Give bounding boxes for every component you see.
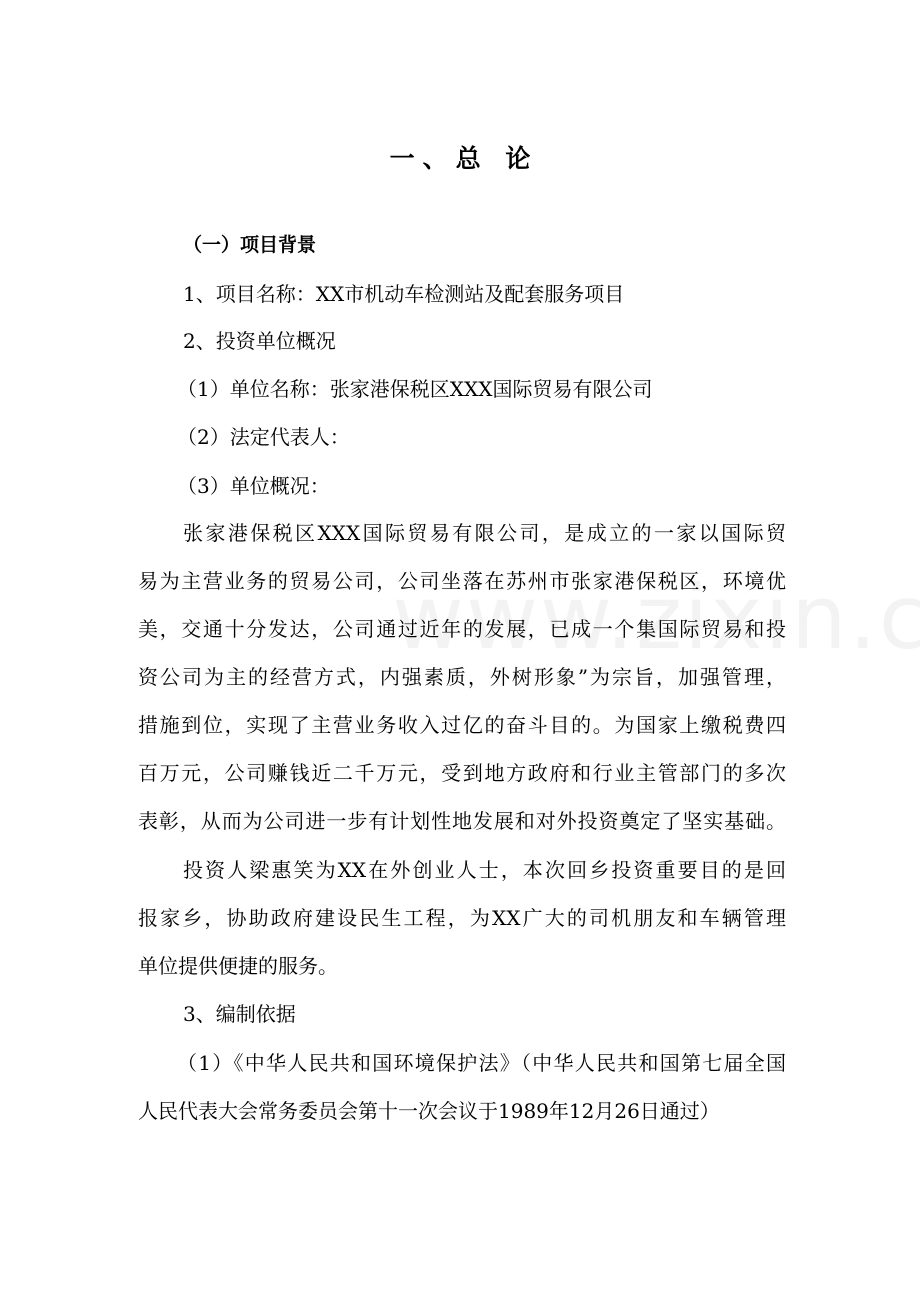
paragraph-line: 张家港保税区XXX国际贸易有限公司，是成立的一家以国际贸 [183, 521, 786, 545]
paragraph-line: 单位提供便捷的服务。 [138, 954, 338, 978]
paragraph-line: 报家乡，协助政府建设民生工程，为XX广大的司机朋友和车辆管理 [138, 906, 786, 930]
basis-line: 人民代表大会常务委员会第十一次会议于1989年12月26日通过） [138, 1099, 720, 1123]
sub-item-unit-name: （1）单位名称：张家港保税区XXX国际贸易有限公司 [177, 377, 653, 401]
basis-line: （1）《中华人民共和国环境保护法》（中华人民共和国第七届全国 [177, 1051, 786, 1075]
sub-item-unit-overview: （3）单位概况： [177, 474, 330, 498]
item-compilation-basis: 3、编制依据 [183, 1002, 296, 1026]
paragraph-line: 资公司为主的经营方式，内强素质，外树形象”为宗旨，加强管理， [138, 665, 786, 689]
paragraph-line: 表彰，从而为公司进一步有计划性地发展和对外投资奠定了坚实基础。 [138, 809, 786, 833]
item-project-name: 1、项目名称：XX市机动车检测站及配套服务项目 [183, 282, 625, 306]
paragraph-line: 投资人梁惠笑为XX在外创业人士，本次回乡投资重要目的是回 [183, 858, 786, 882]
paragraph-line: 措施到位，实现了主营业务收入过亿的奋斗目的。为国家上缴税费四 [138, 713, 786, 737]
sub-item-legal-representative: （2）法定代表人： [177, 425, 350, 449]
item-investor-overview: 2、投资单位概况 [183, 329, 336, 353]
page-title: 一、总 论 [389, 144, 539, 173]
paragraph-line: 美，交通十分发达，公司通过近年的发展，已成一个集国际贸易和投 [138, 617, 786, 641]
paragraph-line: 易为主营业务的贸易公司，公司坐落在苏州市张家港保税区，环境优 [138, 569, 786, 593]
paragraph-line: 百万元，公司赚钱近二千万元，受到地方政府和行业主管部门的多次 [138, 761, 786, 785]
section-heading-project-background: （一）项目背景 [183, 234, 317, 256]
